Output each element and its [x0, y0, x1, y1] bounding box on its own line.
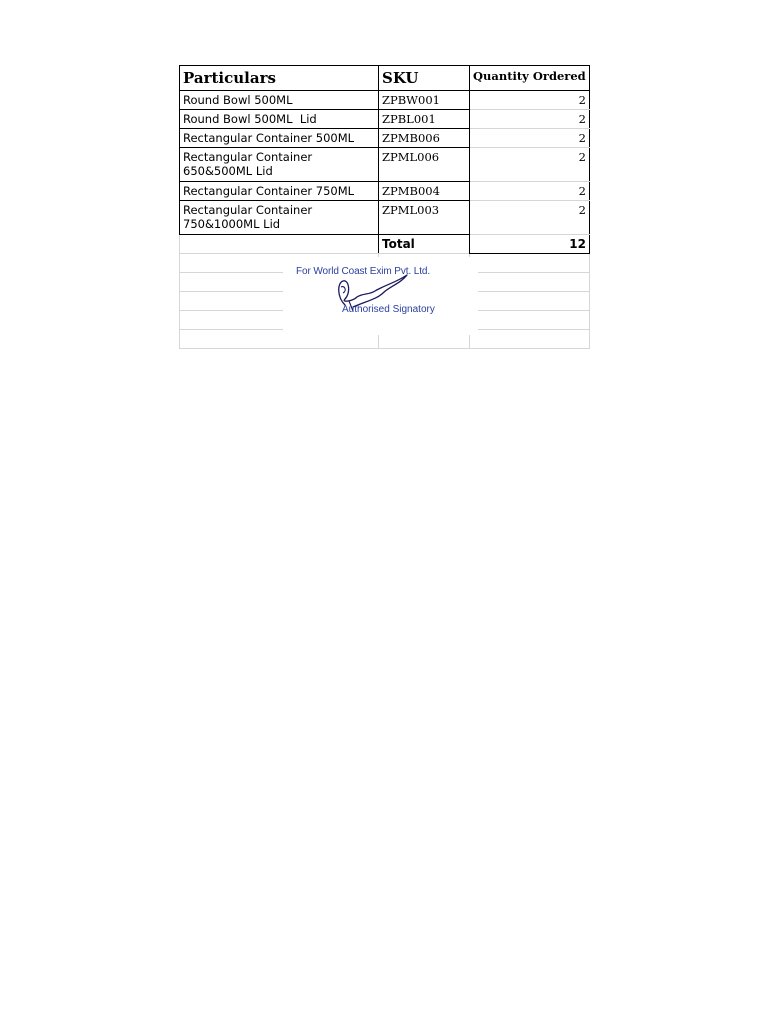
- table-row: [180, 91, 590, 110]
- sku-cell: ZPML003: [379, 201, 470, 235]
- stamp-authorised-signatory: Authorised Signatory: [342, 304, 435, 315]
- table-row: [180, 182, 590, 201]
- particular-cell: Rectangular Container 500ML: [180, 129, 379, 148]
- total-row: [180, 235, 590, 254]
- table-row: [180, 201, 590, 235]
- empty-cell: [470, 330, 590, 349]
- sku-cell: ZPBW001: [379, 91, 470, 110]
- quantity-cell: 2: [470, 201, 590, 235]
- table-row: [180, 148, 590, 182]
- quantity-cell: 2: [470, 110, 590, 129]
- quantity-cell: 2: [470, 182, 590, 201]
- sku-cell: ZPMB006: [379, 129, 470, 148]
- empty-cell: [470, 311, 590, 330]
- header-row: [180, 66, 590, 91]
- particular-cell: Rectangular Container 650&500ML Lid: [180, 148, 379, 182]
- empty-cell: [470, 273, 590, 292]
- quantity-cell: 2: [470, 91, 590, 110]
- header-sku: SKU: [379, 66, 470, 91]
- header-quantity-ordered: Quantity Ordered: [470, 66, 590, 91]
- particular-cell: Rectangular Container 750&1000ML Lid: [180, 201, 379, 235]
- sku-cell: ZPBL001: [379, 110, 470, 129]
- particular-cell: Round Bowl 500ML: [180, 91, 379, 110]
- signature-stamp: [283, 257, 478, 335]
- sku-cell: ZPML006: [379, 148, 470, 182]
- empty-cell: [470, 254, 590, 273]
- total-label: Total: [379, 235, 470, 254]
- particular-cell: Round Bowl 500ML Lid: [180, 110, 379, 129]
- header-particulars: Particulars: [180, 66, 379, 91]
- stamp-company-name: For World Coast Exim Pvt. Ltd.: [296, 266, 431, 277]
- table-row: [180, 110, 590, 129]
- total-value: 12: [470, 235, 590, 254]
- quantity-cell: 2: [470, 129, 590, 148]
- particular-cell: Rectangular Container 750ML: [180, 182, 379, 201]
- table-row: [180, 129, 590, 148]
- empty-cell: [180, 235, 379, 254]
- quantity-cell: 2: [470, 148, 590, 182]
- sku-cell: ZPMB004: [379, 182, 470, 201]
- empty-cell: [470, 292, 590, 311]
